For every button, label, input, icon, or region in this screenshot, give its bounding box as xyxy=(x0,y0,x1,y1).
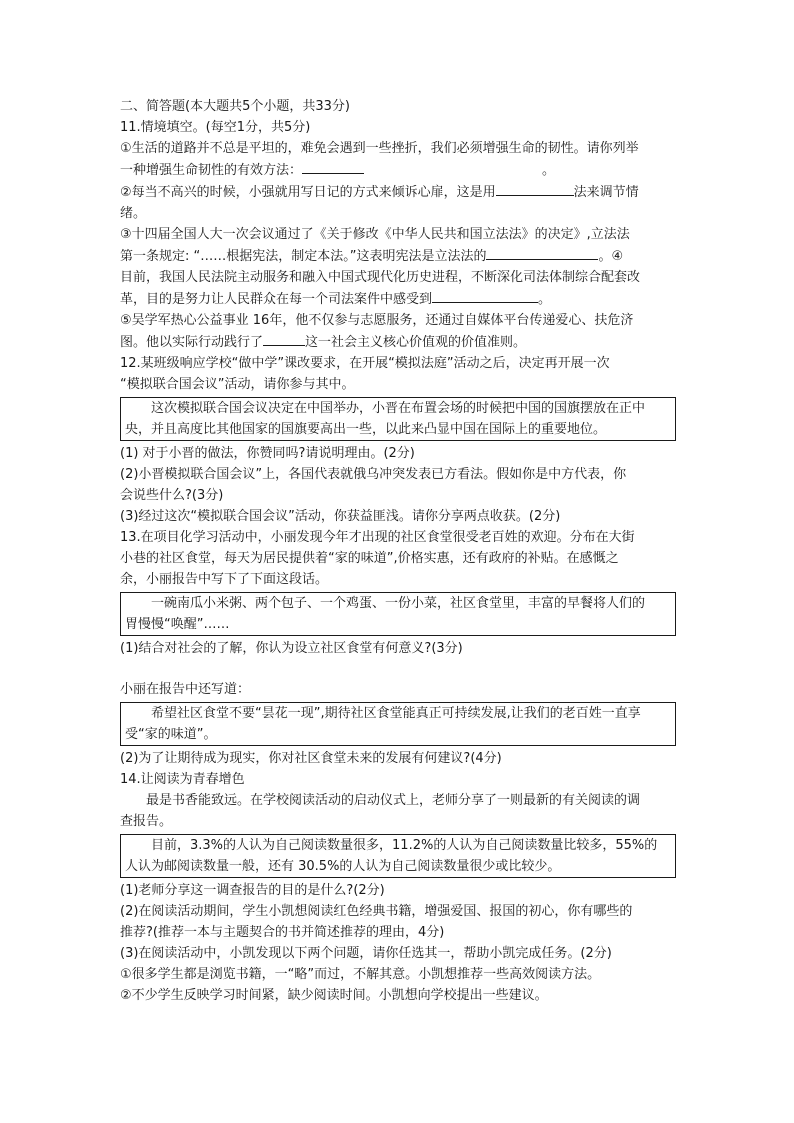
material-line: 央，并且高度比其他国家的国旗要高出一些，以此来凸显中国在国际上的重要地位。 xyxy=(125,422,607,437)
q13-line: 余，小丽报告中写下了下面这段话。 xyxy=(120,572,329,587)
answer-blank[interactable] xyxy=(302,159,364,174)
q12-subquestion: (2)小晋模拟联合国会议”上，各国代表就俄乌冲突发表已方看法。假如你是中方代表，你 xyxy=(120,467,627,482)
q11-title: 11.情境填空。(每空1分，共5分) xyxy=(120,120,311,135)
q11-line: ⑤吴学军热心公益事业 16年，他不仅参与志愿服务，还通过自媒体平台传递爱心、扶危济 xyxy=(120,313,634,328)
q11-text: 。 xyxy=(538,292,552,307)
answer-space xyxy=(120,659,676,679)
q12-line: “模拟联合国会议”活动，请你参与其中。 xyxy=(120,377,355,392)
q11-text: ②每当不高兴的时候，小强就用写日记的方式来倾诉心扉，这是用 xyxy=(120,185,496,200)
q11-text: 这一社会主义核心价值观的价值准则。 xyxy=(305,335,527,350)
material-line: 希望社区食堂不要“昙花一现”,期待社区食堂能真正可持续发展,让我们的老百姓一直享 xyxy=(151,706,641,721)
q13-material-box xyxy=(120,702,676,746)
q11-line: 绪。 xyxy=(120,206,147,221)
q11-text: 一种增强生命韧性的有效方法： xyxy=(120,163,303,178)
q13-line: 小丽在报告中还写道： xyxy=(120,682,251,697)
q11-line: ①生活的道路并不总是平坦的，难免会遇到一些挫折，我们必须增强生命的韧性。请你列举 xyxy=(120,141,639,156)
exam-page xyxy=(120,96,676,1006)
q11-text: 第一条规定: “……根据宪法，制定本法。”这表明宪法是立法法的 xyxy=(120,249,487,264)
q14-line: 查报告。 xyxy=(120,814,173,829)
answer-blank[interactable] xyxy=(432,288,538,303)
q14-material-box xyxy=(120,834,676,878)
q13-subquestion: (2)为了让期待成为现实，你对社区食堂未来的发展有何建议?(4分) xyxy=(120,751,502,766)
material-line: 这次模拟联合国会议决定在中国举办，小晋在布置会场的时候把中国的国旗摆放在正中 xyxy=(151,401,646,416)
q14-option: ②不少学生反映学习时间紧，缺少阅读时间。小凯想向学校提出一些建议。 xyxy=(120,988,548,1003)
q11-text: 。④ xyxy=(598,249,624,264)
q14-title: 14.让阅读为青春增色 xyxy=(120,772,245,787)
q12-subquestion: (3)经过这次“模拟联合国会议”活动，你获益匪浅。请你分享两点收获。(2分) xyxy=(120,509,561,524)
q13-material-box xyxy=(120,592,676,636)
q14-subquestion: (2)在阅读活动期间，学生小凯想阅读红色经典书籍，增强爱国、报国的初心，你有哪些的 xyxy=(120,904,633,919)
q14-line: 最是书香能致远。在学校阅读活动的启动仪式上，老师分享了一则最新的有关阅读的调 xyxy=(146,793,641,808)
q13-line: 13.在项目化学习活动中，小丽发现今年才出现的社区食堂很受老百姓的欢迎。分布在大街 xyxy=(120,530,635,545)
material-line: 一碗南瓜小米粥、两个包子、一个鸡蛋、一份小菜，社区食堂里，丰富的早餐将人们的 xyxy=(151,596,646,611)
q13-line: 小巷的社区食堂，每天为居民提供着“家的味道”,价格实惠，还有政府的补贴。在感慨之 xyxy=(120,551,619,566)
q11-text: 图。他以实际行动践行了 xyxy=(120,335,264,350)
q11-line xyxy=(120,288,676,310)
material-line: 受“家的味道”。 xyxy=(125,727,217,742)
q11-line xyxy=(120,181,676,203)
q12-subquestion: (1) 对于小晋的做法，你赞同吗?请说明理由。(2分) xyxy=(120,446,415,461)
q14-subquestion: (3)在阅读活动中，小凯发现以下两个问题，请你任选其一，帮助小凯完成任务。(2分) xyxy=(120,946,612,961)
material-line: 人认为邮阅读数量一般，还有 30.5%的人认为自己阅读数量很少或比较少。 xyxy=(125,859,561,874)
q11-line: 目前，我国人民法院主动服务和融入中国式现代化历史进程，不断深化司法体制综合配套改 xyxy=(120,270,641,285)
q13-subquestion: (1)结合对社会的了解，你认为设立社区食堂有何意义?(3分) xyxy=(120,641,463,656)
q11-text: 法来调节情 xyxy=(573,185,639,200)
answer-blank[interactable] xyxy=(496,181,574,196)
q11-text: 。 xyxy=(542,163,556,178)
q11-line xyxy=(120,331,676,353)
q11-line xyxy=(120,159,676,181)
q12-line: 12.某班级响应学校“做中学”课改要求，在开展“模拟法庭”活动之后，决定再开展一次 xyxy=(120,356,610,371)
answer-blank[interactable] xyxy=(263,331,305,346)
q14-subquestion: (1)老师分享这一调查报告的目的是什么?(2分) xyxy=(120,883,385,898)
q14-option: ①很多学生都是浏览书籍，一“略”而过，不解其意。小凯想推荐一些高效阅读方法。 xyxy=(120,967,601,982)
q11-text: 革，目的是努力让人民群众在每一个司法案件中感受到 xyxy=(120,292,433,307)
q12-material-box xyxy=(120,397,676,441)
q12-subquestion: 会说些什么?(3分) xyxy=(120,488,224,503)
answer-blank[interactable] xyxy=(486,245,598,260)
q14-subquestion: 推荐?(推荐一本与主题契合的书并简述推荐的理由，4分) xyxy=(120,925,445,940)
q11-line: ③十四届全国人大一次会议通过了《关于修改《中华人民共和国立法法》的决定》,立法法 xyxy=(120,227,630,242)
q11-line xyxy=(120,245,676,267)
material-line: 目前，3.3%的人认为自己阅读数量很多，11.2%的人认为自己阅读数量比较多，55%的 xyxy=(151,838,658,853)
section-title: 二、简答题(本大题共5个小题，共33分) xyxy=(120,99,350,114)
material-line: 胃慢慢“唤醒”…… xyxy=(125,617,230,632)
